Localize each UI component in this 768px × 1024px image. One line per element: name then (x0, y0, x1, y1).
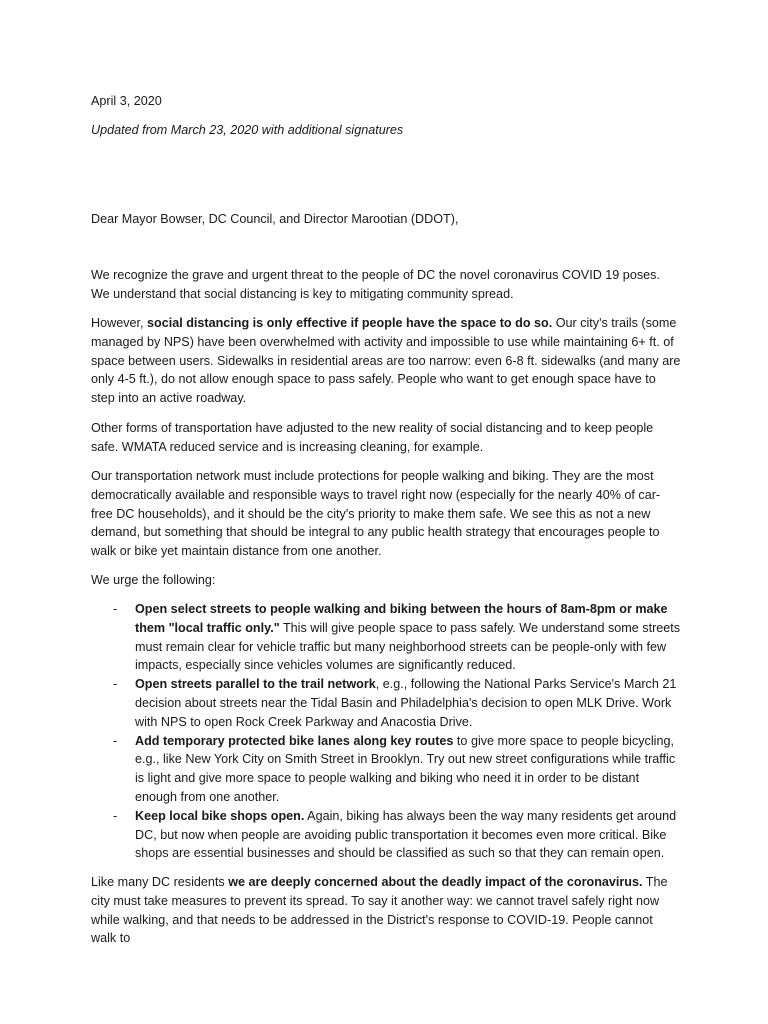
bullet-emphasis: Keep local bike shops open. (135, 808, 305, 823)
p6-lead: Like many DC residents (91, 875, 229, 889)
bullet-text: This will give people space to pass safely. We understand some streets must remain clear for vehicle traffic but many neighborhood streets can be people-only with few impacts, especially since vehicles volumes are significantly reduced. (135, 620, 681, 673)
paragraph-network: Our transportation network must include protections for people walking and biking. They are the most democratically available and responsible ways to travel right now (especially for the nearly 40% of car-free DC households), and it should be the city's priority to make them safe. We see this as not a new demand, but something that should be integral to any public health strategy that encourages people to walk or bike yet maintain distance from one another. (91, 469, 661, 559)
bullet-emphasis: Open streets parallel to the trail network (135, 677, 376, 692)
recommendations-list (91, 600, 681, 863)
bullet-dash: - (113, 733, 118, 748)
list-item (91, 675, 681, 731)
paragraph-transportation: Other forms of transportation have adjusted to the new reality of social distancing and to keep people safe. WMATA reduced service and is increasing cleaning, for example. (91, 421, 654, 454)
letter-date: April 3, 2020 (91, 94, 162, 108)
list-item (91, 732, 681, 807)
bullet-text: to give more space to people bicycling, e.g., like New York City on Smith Street in Brooklyn. Try out new street configurations while traffic is light and give more space to people walking and biking who need it in order to be distant enough from one another. (135, 733, 676, 804)
update-note: Updated from March 23, 2020 with additional signatures (91, 123, 404, 137)
paragraph-distancing (91, 314, 681, 408)
paragraph-concern (91, 873, 681, 948)
p6-emphasis: we are deeply concerned about the deadly impact of the coronavirus. (228, 875, 643, 889)
paragraph-threat: We recognize the grave and urgent threat to the people of DC the novel coronavirus COVID 19 poses. We understand that social distancing is key to mitigating community spread. (91, 268, 660, 301)
paragraph-urge: We urge the following: (91, 573, 216, 587)
bullet-emphasis: Open select streets to people walking and biking between the hours of 8am-8pm or make them "local traffic only." (135, 602, 668, 635)
p2-lead: However, (91, 316, 147, 330)
p2-rest: Our city's trails (some managed by NPS) have been overwhelmed with activity and impossible to use while maintaining 6+ ft. of space between users. Sidewalks in residential areas are too narrow: even 6-8 ft. sidewalks (and many are only 4-5 ft.), do not allow enough space to pass safely. People who want to get enough space have to step into an active roadway. (91, 316, 681, 406)
list-item (91, 807, 681, 863)
p2-emphasis: social distancing is only effective if people have the space to do so. (147, 316, 553, 330)
bullet-emphasis: Add temporary protected bike lanes along key routes (135, 733, 454, 748)
bullet-dash: - (113, 808, 118, 823)
salutation: Dear Mayor Bowser, DC Council, and Director Marootian (DDOT), (91, 212, 459, 226)
list-item (91, 600, 681, 675)
p6-rest: The city must take measures to prevent its spread. To say it another way: we cannot travel safely right now while walking, and that needs to be addressed in the District's response to COVID-19. People cannot walk to (91, 875, 668, 946)
bullet-text: , e.g., following the National Parks Service's March 21 decision about streets near the Tidal Basin and Philadelphia's decision to open MLK Drive. Work with NPS to open Rock Creek Parkway and Anacostia Drive. (135, 677, 677, 729)
bullet-dash: - (113, 677, 118, 692)
bullet-dash: - (113, 602, 118, 616)
bullet-text: Again, biking has always been the way many residents get around DC, but now when people are avoiding public transportation it becomes even more critical. Bike shops are essential businesses and should be classified as such so that they can remain open. (135, 808, 677, 861)
